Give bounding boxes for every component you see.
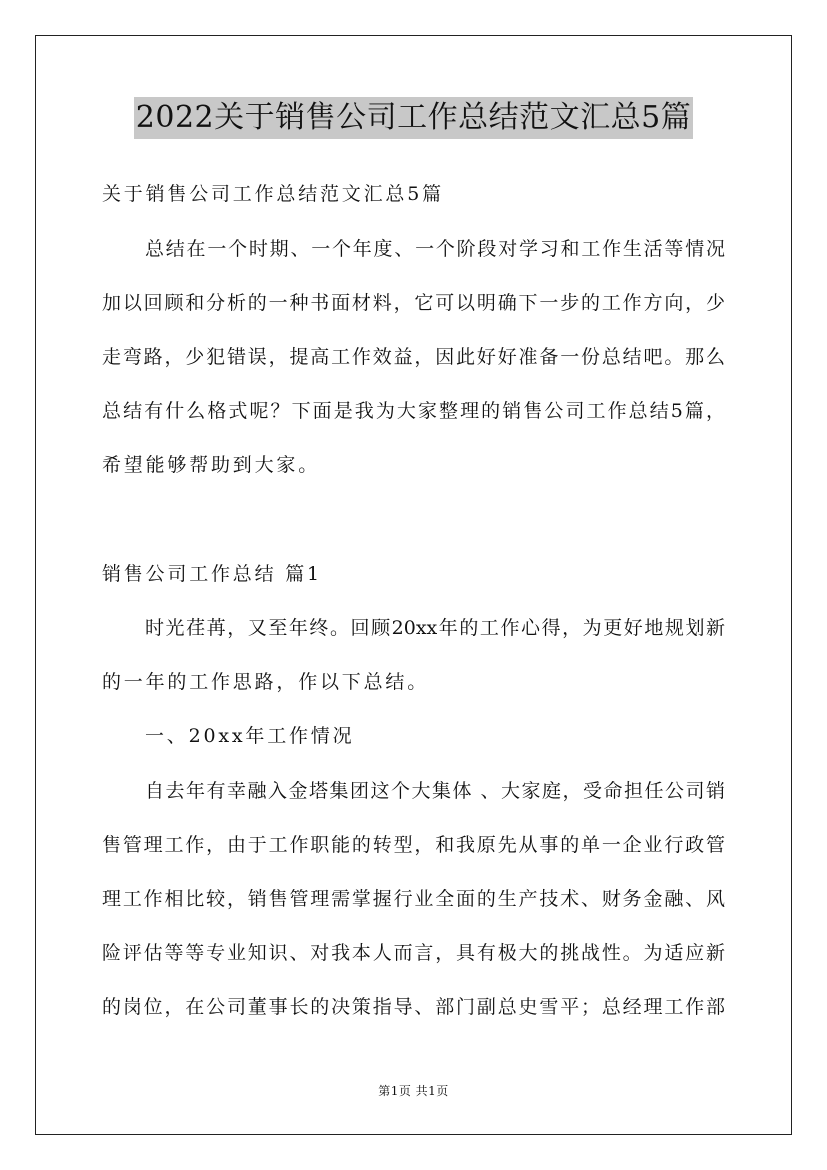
intro-line-2: 加以回顾和分析的一种书面材料，它可以明确下一步的工作方向，少: [102, 292, 725, 314]
intro-line-4: 总结有什么格式呢？下面是我为大家整理的销售公司工作总结5篇，: [102, 400, 725, 422]
intro-line-1: 总结在一个时期、一个年度、一个阶段对学习和工作生活等情况: [145, 238, 725, 260]
title-container: [0, 97, 827, 139]
para2-line-4: 险评估等等专业知识、对我本人而言，具有极大的挑战性。为适应新: [102, 942, 725, 964]
para1-line-1: 时光荏苒，又至年终。回顾20xx年的工作心得，为更好地规划新: [145, 617, 725, 639]
para2-line-5: 的岗位，在公司董事长的决策指导、部门副总史雪平；总经理工作部: [102, 996, 725, 1018]
sub-heading: 一、20xx年工作情况: [145, 725, 355, 747]
intro-line-5: 希望能够帮助到大家。: [102, 454, 321, 476]
document-title: 2022关于销售公司工作总结范文汇总5篇: [134, 97, 693, 139]
subtitle: 关于销售公司工作总结范文汇总5篇: [102, 183, 444, 205]
para1-line-2: 的一年的工作思路，作以下总结。: [102, 671, 430, 693]
intro-line-3: 走弯路，少犯错误，提高工作效益，因此好好准备一份总结吧。那么: [102, 346, 725, 368]
para2-line-1: 自去年有幸融入金塔集团这个大集体 、大家庭，受命担任公司销: [145, 780, 725, 802]
para2-line-3: 理工作相比较，销售管理需掌握行业全面的生产技术、财务金融、风: [102, 888, 725, 910]
page-footer: 第1页 共1页: [378, 1084, 449, 1098]
para2-line-2: 售管理工作，由于工作职能的转型，和我原先从事的单一企业行政管: [102, 834, 725, 856]
section-heading: 销售公司工作总结 篇1: [102, 563, 322, 585]
